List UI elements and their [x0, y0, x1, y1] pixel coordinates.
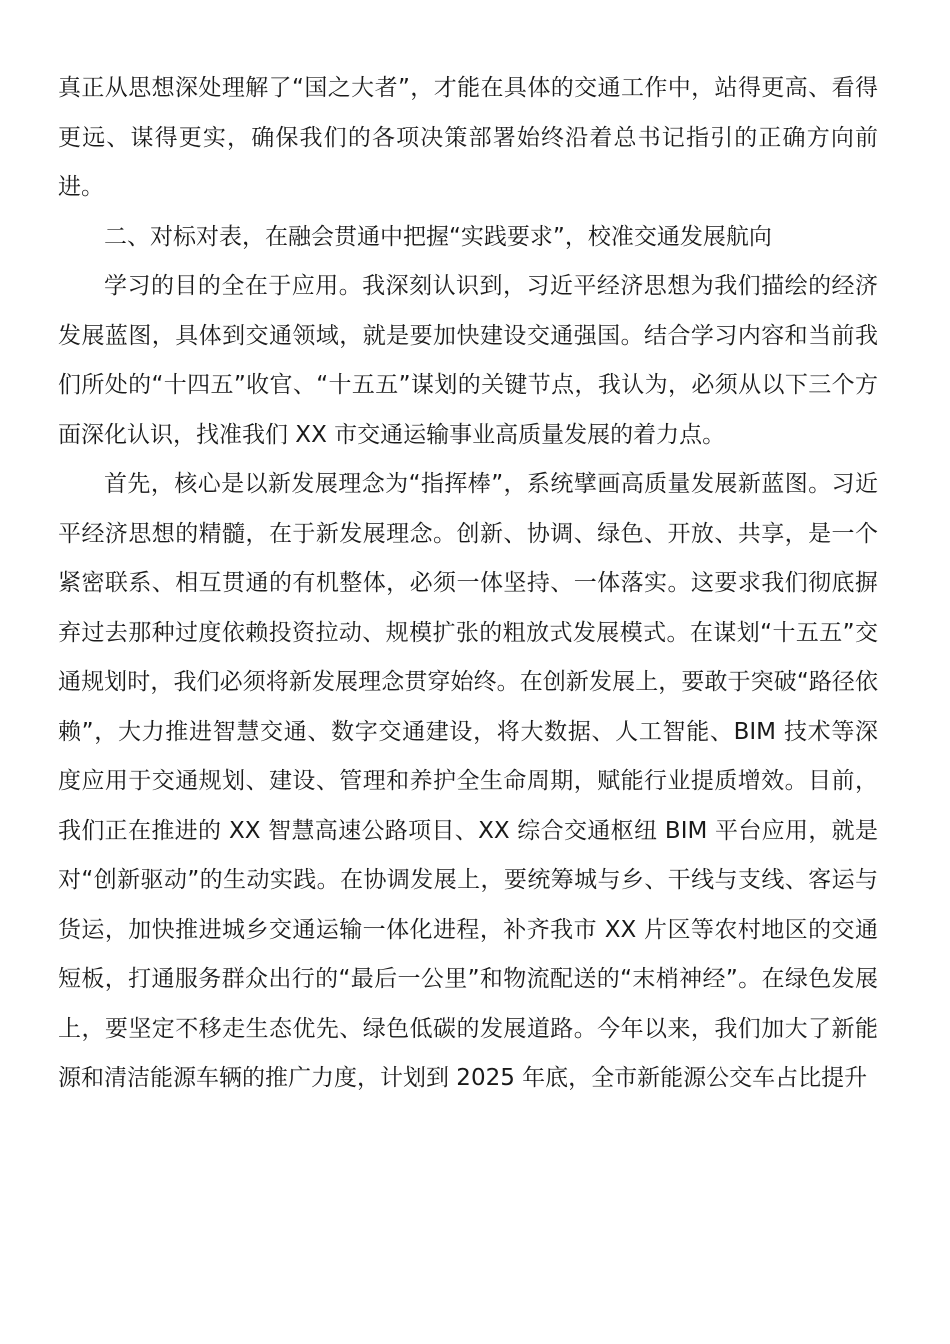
paragraph: 首先，核心是以新发展理念为“指挥棒”，系统擘画高质量发展新蓝图。习近平经济思想的精髓，在于新发展理念。创新、协调、绿色、开放、共享，是一个紧密联系、相互贯通的有机整体，必须一体坚持、一体落实。这要求我们彻底摒弃过去那种过度依赖投资拉动、规模扩张的粗放式发展模式。在谋划“十五五”交通规划时，我们必须将新发展理念贯穿始终。在创新发展上，要敢于突破“路径依赖”，大力推进智慧交通、数字交通建设，将大数据、人工智能、BIM 技术等深度应用于交通规划、建设、管理和养护全生命周期，赋能行业提质增效。目前，我们正在推进的 XX 智慧高速公路项目、XX 综合交通枢纽 BIM 平台应用，就是对“创新驱动”的生动实践。在协调发展上，要统筹城与乡、干线与支线、客运与货运，加快推进城乡交通运输一体化进程，补齐我市 XX 片区等农村地区的交通短板，打通服务群众出行的“最后一公里”和物流配送的“末梢神经”。在绿色发展上，要坚定不移走生态优先、绿色低碳的发展道路。今年以来，我们加大了新能源和清洁能源车辆的推广力度，计划到 2025 年底，全市新能源公交车占比提升: [58, 471, 878, 1091]
paragraph: 学习的目的全在于应用。我深刻认识到，习近平经济思想为我们描绘的经济发展蓝图，具体到交通领域，就是要加快建设交通强国。结合学习内容和当前我们所处的“十四五”收官、“十五五”谋划的关键节点，我认为，必须从以下三个方面深化认识，找准我们 XX 市交通运输事业高质量发展的着力点。: [58, 273, 878, 448]
section-heading: 二、对标对表，在融会贯通中把握“实践要求”，校准交通发展航向: [104, 223, 772, 250]
document-body: [58, 64, 878, 1104]
paragraph-continuation: 真正从思想深处理解了“国之大者”，才能在具体的交通工作中，站得更高、看得更远、谋得更实，确保我们的各项决策部署始终沿着总书记指引的正确方向前进。: [58, 75, 878, 200]
